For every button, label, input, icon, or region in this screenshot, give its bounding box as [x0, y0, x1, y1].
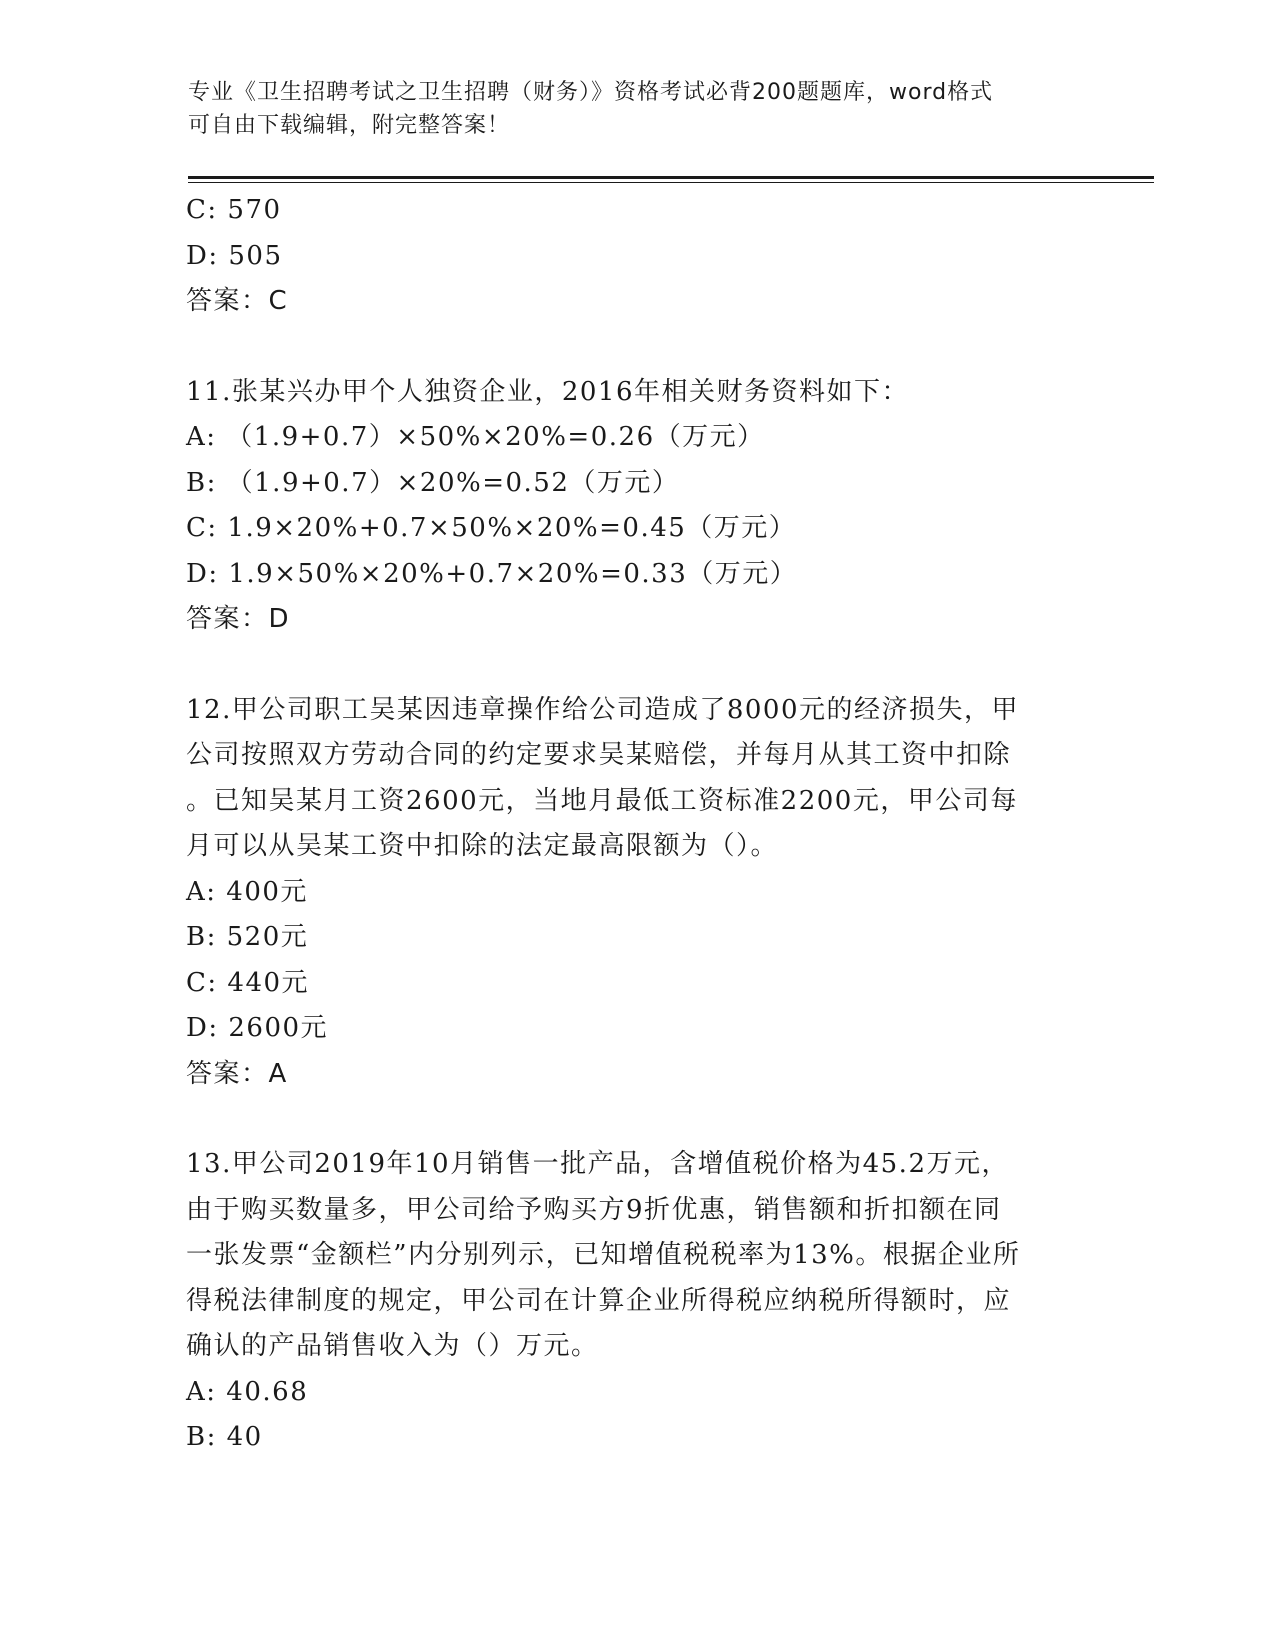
question-11-option-d: D: 1.9×50%×20%+0.7×20%=0.33（万元） [186, 558, 798, 589]
question-12-option-a: A: 400元 [186, 876, 308, 907]
question-11-text: 11.张某兴办甲个人独资企业，2016年相关财务资料如下： [186, 376, 910, 407]
question-12-text-line-2: 公司按照双方劳动合同的约定要求吴某赔偿，并每月从其工资中扣除 [186, 740, 1012, 770]
question-13-text-line-4: 得税法律制度的规定，甲公司在计算企业所得税应纳税所得额时，应 [186, 1285, 1012, 1316]
question-10-option-d: D: 505 [186, 240, 283, 271]
question-12-answer: 答案：A [186, 1058, 288, 1089]
question-10-block [186, 188, 1086, 325]
question-12-text-line-4: 月可以从吴某工资中扣除的法定最高限额为（）。 [186, 831, 779, 861]
question-10-answer: 答案：C [186, 286, 289, 316]
question-11-option-c: C: 1.9×20%+0.7×50%×20%=0.45（万元） [186, 513, 797, 543]
question-13-text-line-3: 一张发票“金额栏”内分别列示，已知增值税税率为13%。根据企业所 [186, 1240, 1021, 1270]
question-13-option-b: B: 40 [186, 1422, 263, 1452]
header-title-line-1: 专业《卫生招聘考试之卫生招聘（财务）》资格考试必背200题题库，word格式 [188, 80, 994, 105]
spacer [186, 325, 1086, 370]
question-12-text-line-3: 。已知吴某月工资2600元，当地月最低工资标准2200元，甲公司每 [186, 785, 1018, 816]
question-13-text-line-1: 13.甲公司2019年10月销售一批产品，含增值税价格为45.2万元， [186, 1149, 1009, 1179]
question-13-option-a: A: 40.68 [186, 1376, 309, 1407]
question-11-option-b: B: （1.9+0.7）×20%=0.52（万元） [186, 467, 680, 498]
header-divider-thick [188, 176, 1154, 179]
question-12-option-b: B: 520元 [186, 922, 309, 952]
question-13-block [186, 1142, 1086, 1461]
question-13-text-line-5: 确认的产品销售收入为（）万元。 [186, 1331, 599, 1361]
question-11-option-a: A: （1.9+0.7）×50%×20%=0.26（万元） [186, 422, 765, 452]
question-10-option-c: C: 570 [186, 195, 282, 225]
header-divider-thin [188, 182, 1154, 183]
question-12-text-line-1: 12.甲公司职工吴某因违章操作给公司造成了8000元的经济损失，甲 [186, 694, 1020, 725]
question-12-option-c: C: 440元 [186, 967, 310, 998]
spacer [186, 643, 1086, 688]
question-content [186, 188, 1086, 1461]
question-11-answer: 答案：D [186, 604, 291, 634]
document-header [188, 76, 1068, 142]
spacer [186, 1097, 1086, 1142]
question-11-block [186, 370, 1086, 643]
question-12-option-d: D: 2600元 [186, 1013, 329, 1043]
question-12-block [186, 688, 1086, 1098]
header-title-line-2: 可自由下载编辑，附完整答案！ [188, 113, 511, 138]
question-13-text-line-2: 由于购买数量多，甲公司给予购买方9折优惠，销售额和折扣额在同 [186, 1194, 1002, 1225]
